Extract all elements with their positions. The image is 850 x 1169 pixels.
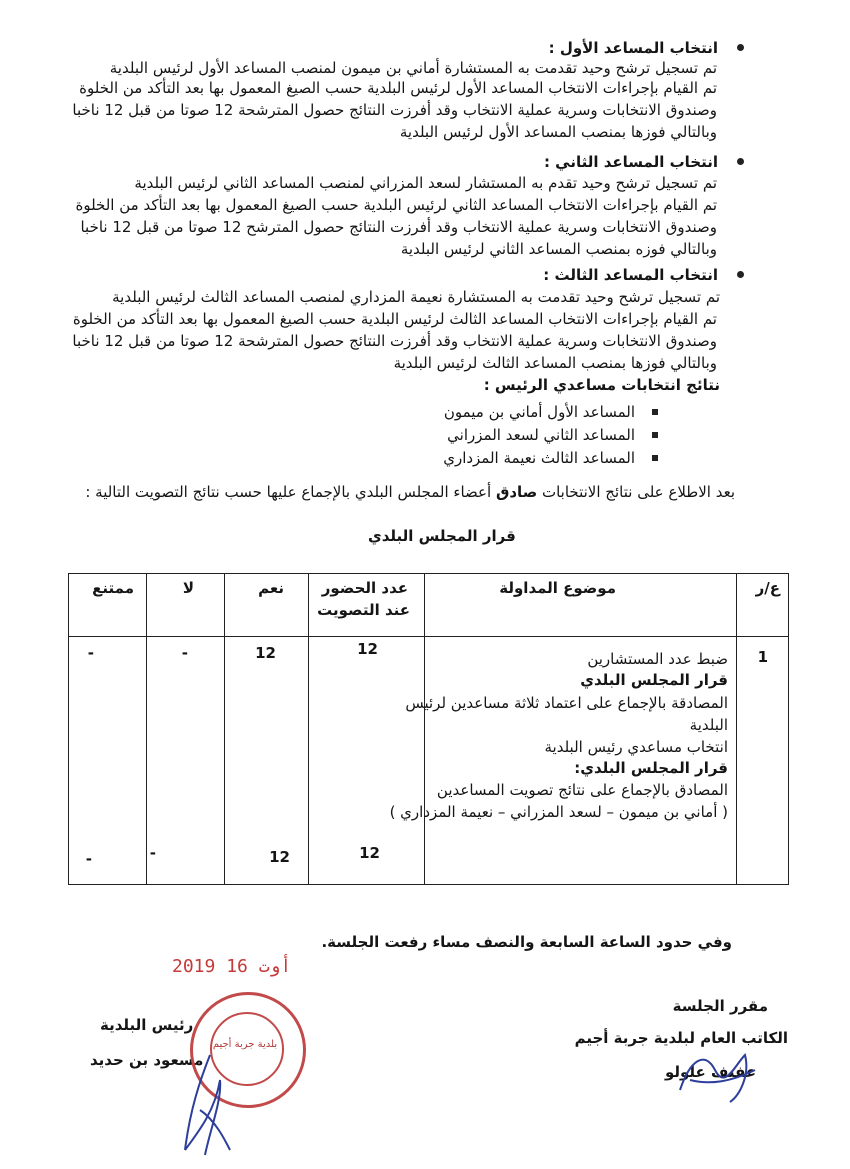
subject-line-bold: قرار المجلس البلدي bbox=[580, 671, 728, 689]
paragraph-line: تم القيام بإجراءات الانتخاب المساعد الثاني لرئيس البلدية حسب الصيغ المعمول بها بعد التأكد من الخلوة bbox=[75, 196, 717, 214]
header-attendance-text: عدد الحضور bbox=[321, 579, 408, 597]
header-num bbox=[737, 574, 789, 637]
rapporteur-signature bbox=[670, 1040, 760, 1110]
abstain-count: - bbox=[87, 644, 94, 662]
yes-count: 12 bbox=[269, 848, 290, 866]
subject-line: البلدية bbox=[689, 716, 728, 734]
subject-line: المصادقة بالإجماع على اعتماد ثلاثة مساعدين لرئيس bbox=[405, 694, 728, 712]
cell-attendance bbox=[309, 637, 425, 885]
header-attendance-text: عند التصويت bbox=[317, 601, 410, 619]
table-header-row bbox=[69, 574, 789, 637]
bullet-icon bbox=[737, 44, 744, 51]
header-no-text: لا bbox=[182, 579, 194, 597]
paragraph-line: وبالتالي فوزه بمنصب المساعد الثاني لرئيس البلدية bbox=[400, 240, 717, 258]
mayor-name: مسعود بن حديد bbox=[90, 1051, 204, 1069]
cell-no bbox=[147, 637, 225, 885]
subject-line: المصادق بالإجماع على نتائج تصويت المساعدين bbox=[436, 781, 728, 799]
cell-abstain bbox=[69, 637, 147, 885]
rapporteur-title: مقرر الجلسة bbox=[672, 997, 768, 1015]
paragraph-line: تم تسجيل ترشح وحيد تقدمت به المستشارة أماني بن ميمون لمنصب المساعد الأول لرئيس البلدية bbox=[109, 59, 717, 77]
section-heading: انتخاب المساعد الثاني : bbox=[543, 153, 718, 171]
approval-line bbox=[85, 482, 735, 502]
square-bullet-icon bbox=[652, 409, 658, 415]
paragraph-line: وبالتالي فوزها بمنصب المساعد الأول لرئيس البلدية bbox=[399, 123, 717, 141]
header-abstain bbox=[69, 574, 147, 637]
cell-subject bbox=[389, 637, 737, 885]
mayor-title: رئيس البلدية bbox=[100, 1016, 194, 1034]
abstain-count: - bbox=[85, 850, 92, 868]
table-row bbox=[69, 637, 789, 885]
subject-line: ضبط عدد المستشارين bbox=[587, 650, 728, 668]
results-heading: نتائج انتخابات مساعدي الرئيس : bbox=[483, 376, 720, 394]
rapporteur-name: عفيف علولو bbox=[664, 1063, 756, 1081]
closing-line: وفي حدود الساعة السابعة والنصف مساء رفعت الجلسة. bbox=[321, 933, 732, 951]
section-heading: انتخاب المساعد الثالث : bbox=[543, 266, 718, 284]
square-bullet-icon bbox=[652, 432, 658, 438]
rapporteur-role: الكاتب العام لبلدية جربة أجيم bbox=[574, 1029, 788, 1047]
attendance-count: 12 bbox=[359, 844, 380, 862]
section-heading: انتخاب المساعد الأول : bbox=[548, 39, 718, 57]
paragraph-line: تم القيام بإجراءات الانتخاب المساعد الثالث لرئيس البلدية حسب الصيغ المعمول بها بعد التأكد من الخلوة bbox=[72, 310, 717, 328]
decision-title: قرار المجلس البلدي bbox=[368, 527, 516, 545]
header-attendance bbox=[309, 574, 425, 637]
no-count: - bbox=[181, 644, 188, 662]
header-subject-text: موضوع المداولة bbox=[499, 579, 616, 597]
paragraph-line: تم تسجيل ترشح وحيد تقدمت به المستشارة نعيمة المزداري لمنصب المساعد الثالث لرئيس البلدية bbox=[112, 288, 720, 306]
no-count: - bbox=[149, 844, 156, 862]
paragraph-line: تم القيام بإجراءات الانتخاب المساعد الأول لرئيس البلدية حسب الصيغ المعمول بها بعد التأكد من الخلوة bbox=[79, 79, 717, 97]
yes-count: 12 bbox=[255, 644, 276, 662]
paragraph-line: تم تسجيل ترشح وحيد تقدم به المستشار لسعد المزراني لمنصب المساعد الثاني لرئيس البلدية bbox=[134, 174, 717, 192]
header-abstain-text: ممتنع bbox=[92, 579, 134, 597]
decision-table bbox=[68, 573, 789, 885]
results-item: المساعد الأول أماني بن ميمون bbox=[443, 403, 635, 421]
mayor-signature bbox=[170, 1050, 250, 1160]
subject-line-bold: قرار المجلس البلدي: bbox=[574, 759, 728, 777]
results-item: المساعد الثالث نعيمة المزداري bbox=[443, 449, 635, 467]
cell-yes bbox=[225, 637, 309, 885]
date-stamp: 2019 أوت 16 bbox=[172, 956, 292, 977]
header-no bbox=[147, 574, 225, 637]
paragraph-line: وصندوق الانتخابات وسرية عملية الانتخاب وقد أفرزت النتائج حصول المترشحة 12 صوتا من قبل 12 ناخبا bbox=[72, 101, 717, 119]
header-subject bbox=[425, 574, 737, 637]
header-num-text: ع/ر bbox=[755, 579, 780, 597]
results-item: المساعد الثاني لسعد المزراني bbox=[447, 426, 635, 444]
subject-line: ( أماني بن ميمون – لسعد المزراني – نعيمة المزداري ) bbox=[389, 803, 728, 821]
approval-verb: صادق bbox=[495, 483, 538, 501]
approval-post: أعضاء المجلس البلدي بالإجماع عليها حسب نتائج التصويت التالية : bbox=[85, 483, 492, 501]
paragraph-line: وصندوق الانتخابات وسرية عملية الانتخاب وقد أفرزت النتائج حصول المترشح 12 صوتا من قبل 12 ناخبا bbox=[80, 218, 717, 236]
bullet-icon bbox=[737, 271, 744, 278]
header-yes bbox=[225, 574, 309, 637]
attendance-count: 12 bbox=[357, 640, 378, 658]
row-number: 1 bbox=[757, 648, 768, 666]
paragraph-line: وبالتالي فوزها بمنصب المساعد الثالث لرئيس البلدية bbox=[393, 354, 717, 372]
subject-line: انتخاب مساعدي رئيس البلدية bbox=[544, 738, 728, 756]
bullet-icon bbox=[737, 158, 744, 165]
stamp-label: بلدية جربة أجيم bbox=[212, 1039, 278, 1050]
square-bullet-icon bbox=[652, 455, 658, 461]
approval-pre: بعد الاطلاع على نتائج الانتخابات bbox=[541, 483, 735, 501]
paragraph-line: وصندوق الانتخابات وسرية عملية الانتخاب وقد أفرزت النتائج حصول المترشحة 12 صوتا من قبل 12 ناخبا bbox=[72, 332, 717, 350]
cell-num bbox=[737, 637, 789, 885]
header-yes-text: نعم bbox=[258, 579, 284, 597]
